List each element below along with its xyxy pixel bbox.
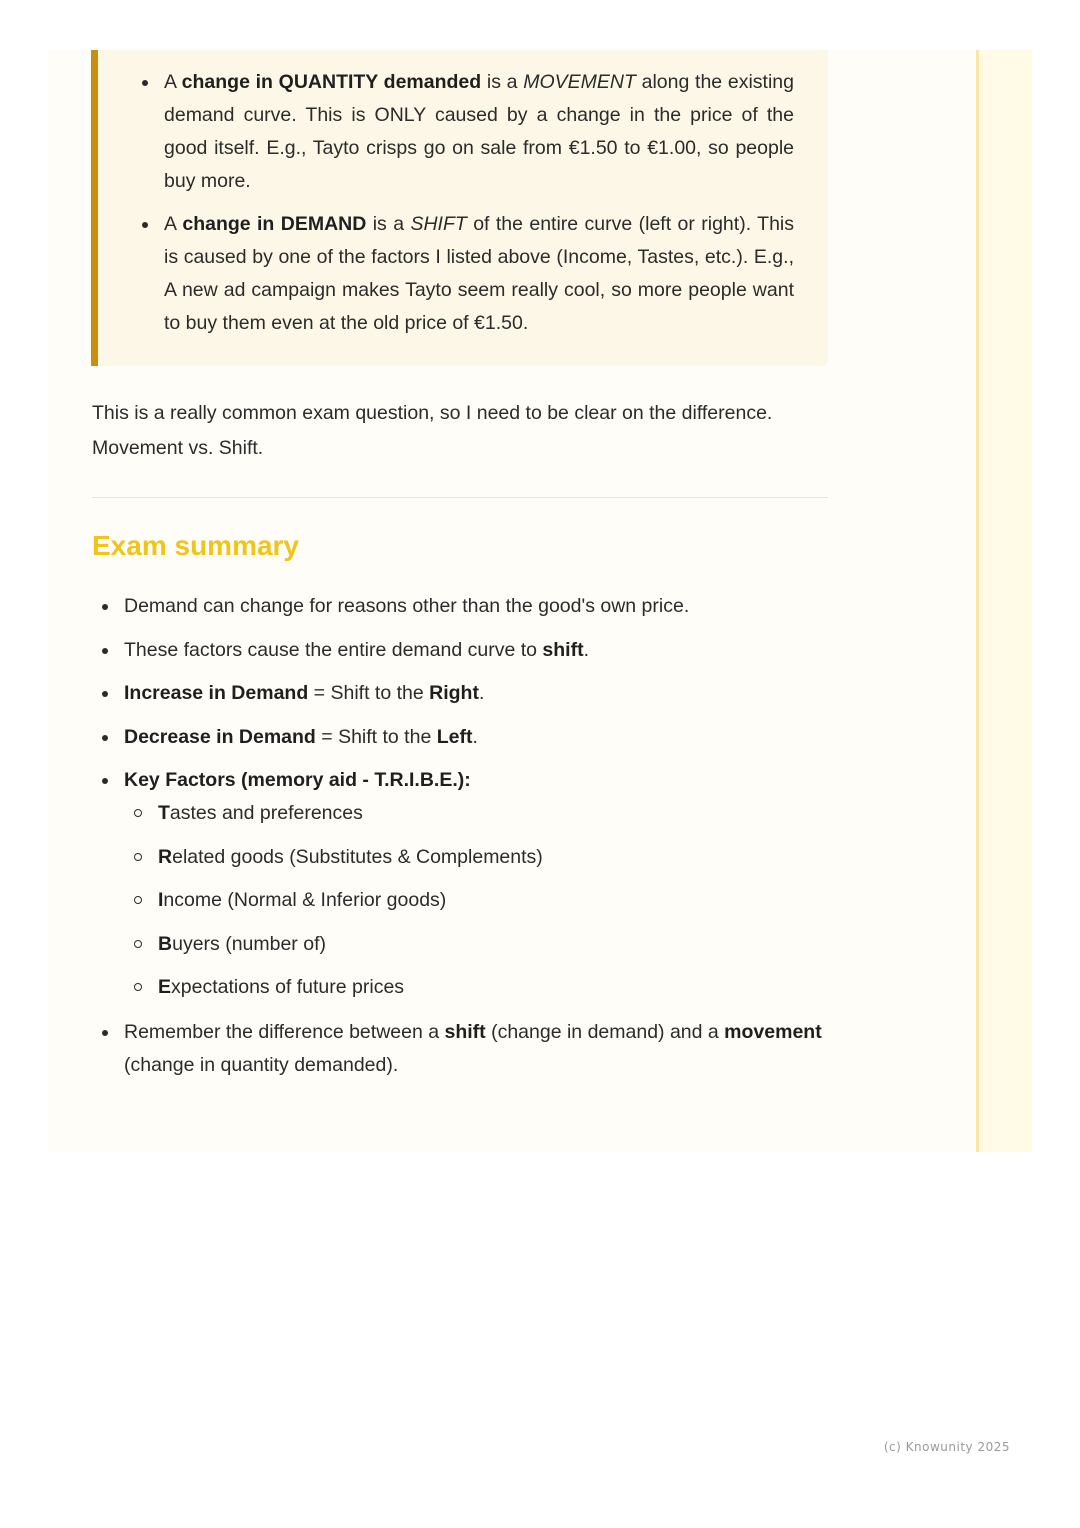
text: is a (481, 71, 524, 93)
factor-letter: E (158, 976, 172, 998)
summary-item: Demand can change for reasons other than the good's own price. (124, 590, 844, 623)
bold-term: Decrease in Demand (124, 725, 316, 748)
summary-item (124, 677, 844, 710)
body-paragraph (92, 396, 852, 466)
summary-item (124, 1016, 844, 1082)
bold-term: Key Factors (memory aid - T.R.I.B.E.): (124, 769, 471, 791)
bold-term: Right (429, 682, 479, 704)
callout-box (91, 50, 828, 366)
text: These factors cause the entire demand curve to (124, 638, 543, 661)
summary-item-key-factors (124, 764, 844, 1004)
summary-item (124, 721, 844, 754)
factor-item (158, 841, 844, 874)
factor-letter: I (158, 889, 164, 911)
text: Remember the difference between a (124, 1021, 445, 1043)
summary-item (124, 634, 844, 667)
factor-text: xpectations of future prices (171, 976, 405, 998)
factor-item (158, 884, 844, 917)
factor-letter: R (158, 845, 173, 868)
text: = Shift to the (308, 682, 430, 704)
text: along the existing demand curve. This is ONLY caused by a change in the price of the good itself. E.g., Tayto crisps go on sale from €1.50 to €1.00, so people buy more. (164, 71, 794, 192)
bold-term: shift (542, 638, 584, 661)
bold-term: movement (724, 1021, 822, 1043)
factor-text: elated goods (Substitutes & Complements) (172, 845, 543, 868)
factor-text: ncome (Normal & Inferior goods) (163, 889, 447, 911)
divider (92, 497, 828, 498)
paragraph-line: This is a really common exam question, so I need to be clear on the difference. (92, 402, 773, 424)
italic-term: SHIFT (410, 213, 467, 235)
factor-text: astes and preferences (169, 802, 363, 824)
factor-item (158, 928, 844, 961)
bold-term: change in QUANTITY demanded (181, 71, 482, 93)
factor-letter: B (158, 932, 173, 955)
text: . (472, 725, 478, 748)
factor-letter: T (158, 802, 170, 824)
factors-list (124, 797, 844, 1004)
text: = Shift to the (315, 725, 437, 748)
callout-item-change-in-demand (164, 208, 794, 340)
copyright-footer: (c) Knowunity 2025 (883, 1440, 1010, 1454)
text: . (478, 682, 485, 704)
text: of the entire curve (left or right). This is caused by one of the factors I listed above (Income, Tastes, etc.). E.g., A new ad campaign makes Tayto seem really cool, so more people want to buy them even at the old price of €1.50. (164, 213, 794, 334)
italic-term: MOVEMENT (523, 71, 636, 93)
callout-item-quantity-demanded (164, 66, 794, 198)
bold-term: change in DEMAND (182, 213, 367, 235)
bold-term: Increase in Demand (124, 682, 309, 704)
summary-list (124, 590, 844, 1093)
right-margin-strip (976, 50, 1032, 1152)
text: (change in demand) and a (485, 1021, 725, 1043)
text: A (164, 71, 182, 93)
bold-term: shift (444, 1021, 486, 1043)
text: (change in quantity demanded). (124, 1054, 399, 1076)
callout-list (164, 71, 794, 350)
factor-item (158, 971, 844, 1004)
text: is a (366, 213, 411, 235)
bold-term: Left (436, 725, 473, 748)
factor-item (158, 797, 844, 830)
text: . (583, 638, 589, 661)
section-heading: Exam summary (92, 530, 300, 561)
factor-text: uyers (number of) (172, 932, 326, 955)
text: A (164, 213, 183, 235)
paragraph-line: Movement vs. Shift. (92, 437, 264, 459)
